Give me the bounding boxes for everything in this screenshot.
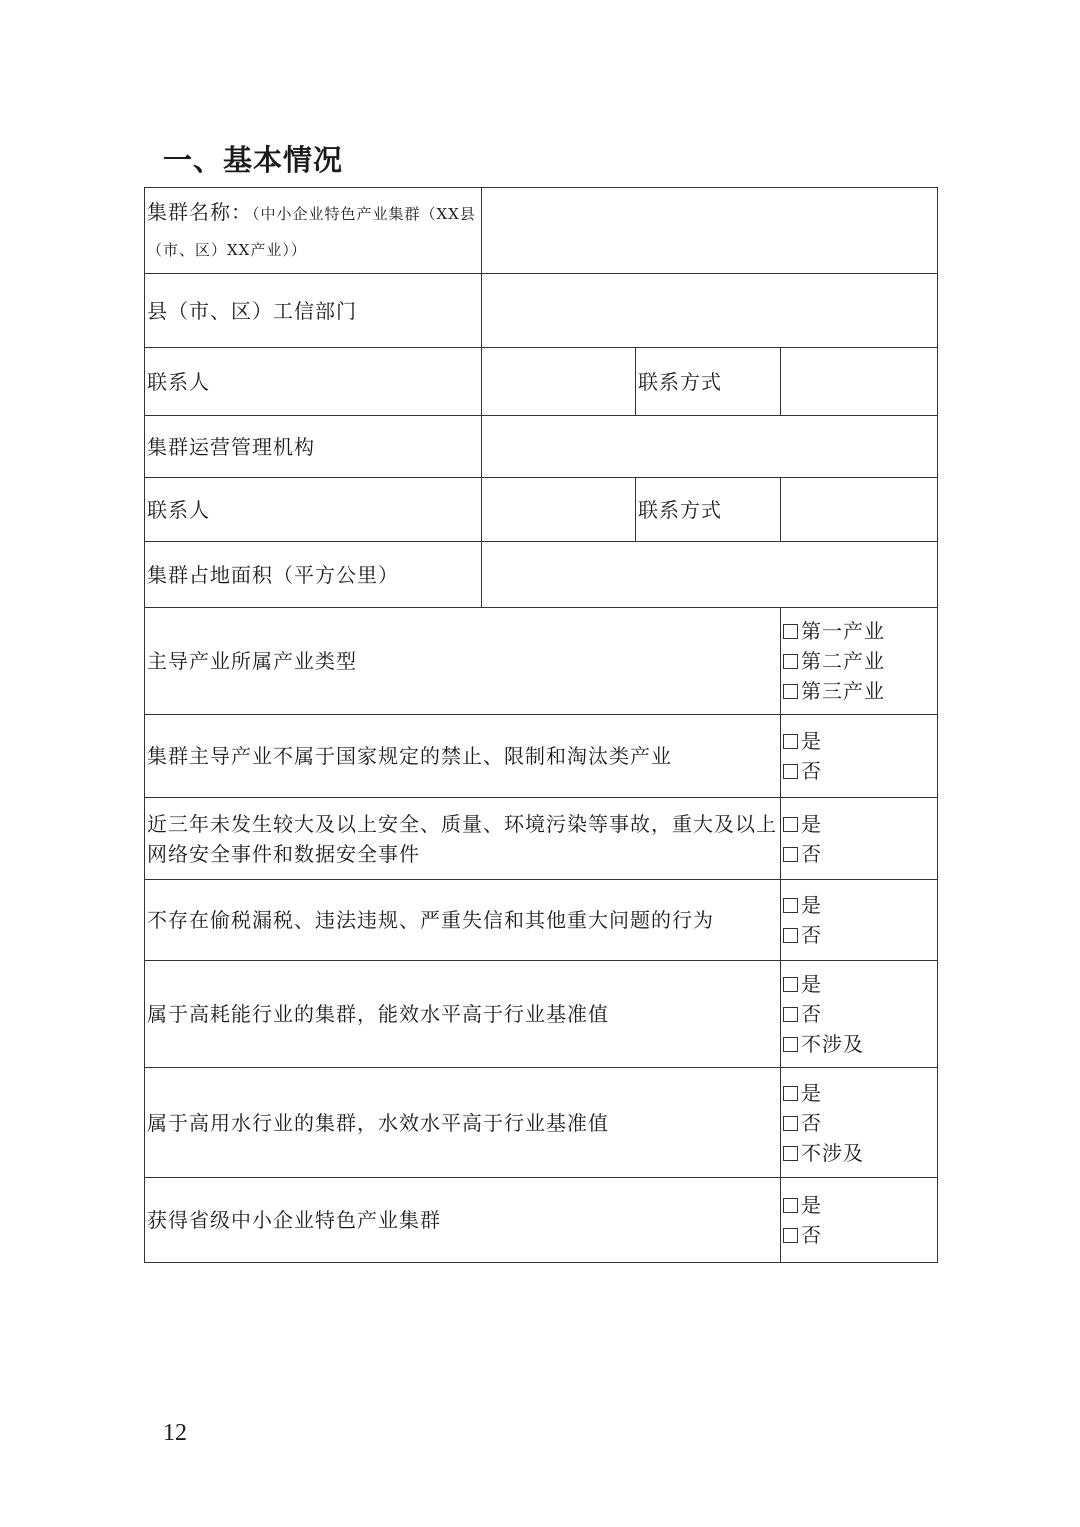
check-row <box>145 798 938 880</box>
checkbox-icon[interactable] <box>783 977 798 992</box>
cluster-name-label-cell <box>145 188 482 274</box>
checkbox-label: 是 <box>801 729 822 753</box>
table-row <box>145 348 938 416</box>
checkbox-option[interactable] <box>783 646 937 676</box>
checkbox-label: 第三产业 <box>801 679 885 703</box>
checkbox-icon[interactable] <box>783 684 798 699</box>
check-row <box>145 1068 938 1178</box>
checkbox-option[interactable] <box>783 1220 937 1250</box>
check-question: 获得省级中小企业特色产业集群 <box>145 1178 781 1263</box>
operator-contact-method-label: 联系方式 <box>636 478 781 542</box>
checkbox-icon[interactable] <box>783 928 798 943</box>
contact-person-label: 联系人 <box>145 348 482 416</box>
checkbox-option[interactable] <box>783 616 937 646</box>
check-question: 属于高用水行业的集群，水效水平高于行业基准值 <box>145 1068 781 1178</box>
checkbox-label: 是 <box>801 1080 822 1105</box>
checkbox-option[interactable] <box>783 999 937 1029</box>
check-options <box>781 1178 938 1263</box>
table-row <box>145 274 938 348</box>
check-options <box>781 798 938 880</box>
checkbox-label: 否 <box>801 841 822 866</box>
county-dept-label: 县（市、区）工信部门 <box>145 274 482 348</box>
check-question: 集群主导产业不属于国家规定的禁止、限制和淘汰类产业 <box>145 715 781 798</box>
checkbox-label: 否 <box>801 759 822 783</box>
check-question: 主导产业所属产业类型 <box>145 608 781 715</box>
checkbox-label: 否 <box>801 1223 822 1247</box>
cluster-name-field[interactable] <box>482 188 938 274</box>
checkbox-option[interactable] <box>783 890 937 920</box>
check-question: 属于高耗能行业的集群，能效水平高于行业基准值 <box>145 961 781 1068</box>
checkbox-label: 否 <box>801 1002 822 1026</box>
checkbox-option[interactable] <box>783 1078 937 1108</box>
cluster-name-label: 集群名称： <box>147 199 252 224</box>
operator-contact-method-field[interactable] <box>781 478 938 542</box>
checkbox-option[interactable] <box>783 809 937 839</box>
checkbox-icon[interactable] <box>783 1198 798 1213</box>
checkbox-icon[interactable] <box>783 1007 798 1022</box>
check-question: 近三年未发生较大及以上安全、质量、环境污染等事故，重大及以上网络安全事件和数据安全事件 <box>145 798 781 880</box>
check-options <box>781 608 938 715</box>
checkbox-label: 否 <box>801 923 822 947</box>
county-dept-field[interactable] <box>482 274 938 348</box>
cluster-name-hint: （中小企业特色产业集群（XX县（市、区）XX产业）） <box>147 204 476 259</box>
check-row <box>145 608 938 715</box>
checkbox-icon[interactable] <box>783 1228 798 1243</box>
checkbox-icon[interactable] <box>783 734 798 749</box>
checkbox-icon[interactable] <box>783 654 798 669</box>
checkbox-option[interactable] <box>783 1138 937 1168</box>
area-label: 集群占地面积（平方公里） <box>145 542 482 608</box>
checkbox-label: 不涉及 <box>801 1032 864 1056</box>
checkbox-option[interactable] <box>783 1190 937 1220</box>
checkbox-option[interactable] <box>783 676 937 706</box>
checkbox-option[interactable] <box>783 920 937 950</box>
table-row <box>145 478 938 542</box>
checkbox-label: 是 <box>801 811 822 836</box>
checkbox-label: 否 <box>801 1110 822 1135</box>
operator-label: 集群运营管理机构 <box>145 416 482 478</box>
table-row <box>145 542 938 608</box>
area-field[interactable] <box>482 542 938 608</box>
contact-method-label: 联系方式 <box>636 348 781 416</box>
checkbox-label: 是 <box>801 893 822 917</box>
checkbox-icon[interactable] <box>783 898 798 913</box>
checkbox-option[interactable] <box>783 839 937 869</box>
checkbox-icon[interactable] <box>783 847 798 862</box>
check-options <box>781 880 938 961</box>
checkbox-option[interactable] <box>783 756 937 786</box>
checkbox-label: 第一产业 <box>801 619 885 643</box>
table-row <box>145 188 938 274</box>
table-row <box>145 416 938 478</box>
operator-contact-person-label: 联系人 <box>145 478 482 542</box>
checkbox-option[interactable] <box>783 1029 937 1059</box>
operator-contact-person-field[interactable] <box>482 478 636 542</box>
check-question: 不存在偷税漏税、违法违规、严重失信和其他重大问题的行为 <box>145 880 781 961</box>
checkbox-icon[interactable] <box>783 1037 798 1052</box>
contact-method-field[interactable] <box>781 348 938 416</box>
checkbox-label: 第二产业 <box>801 649 885 673</box>
checkbox-option[interactable] <box>783 726 937 756</box>
check-row <box>145 880 938 961</box>
checkbox-icon[interactable] <box>783 624 798 639</box>
checkbox-icon[interactable] <box>783 1116 798 1131</box>
checkbox-icon[interactable] <box>783 1146 798 1161</box>
contact-person-field[interactable] <box>482 348 636 416</box>
checkbox-option[interactable] <box>783 1108 937 1138</box>
check-options <box>781 715 938 798</box>
operator-field[interactable] <box>482 416 938 478</box>
checkbox-label: 不涉及 <box>801 1140 864 1165</box>
check-row <box>145 1178 938 1263</box>
checkbox-label: 是 <box>801 1193 822 1217</box>
checkbox-icon[interactable] <box>783 764 798 779</box>
checkbox-icon[interactable] <box>783 1086 798 1101</box>
check-row <box>145 961 938 1068</box>
section-title: 一、基本情况 <box>163 143 344 177</box>
page-number: 12 <box>163 1420 187 1446</box>
check-row <box>145 715 938 798</box>
checkbox-option[interactable] <box>783 969 937 999</box>
checkbox-label: 是 <box>801 972 822 996</box>
checkbox-icon[interactable] <box>783 817 798 832</box>
check-options <box>781 1068 938 1178</box>
basic-info-table <box>144 187 938 1263</box>
check-options <box>781 961 938 1068</box>
